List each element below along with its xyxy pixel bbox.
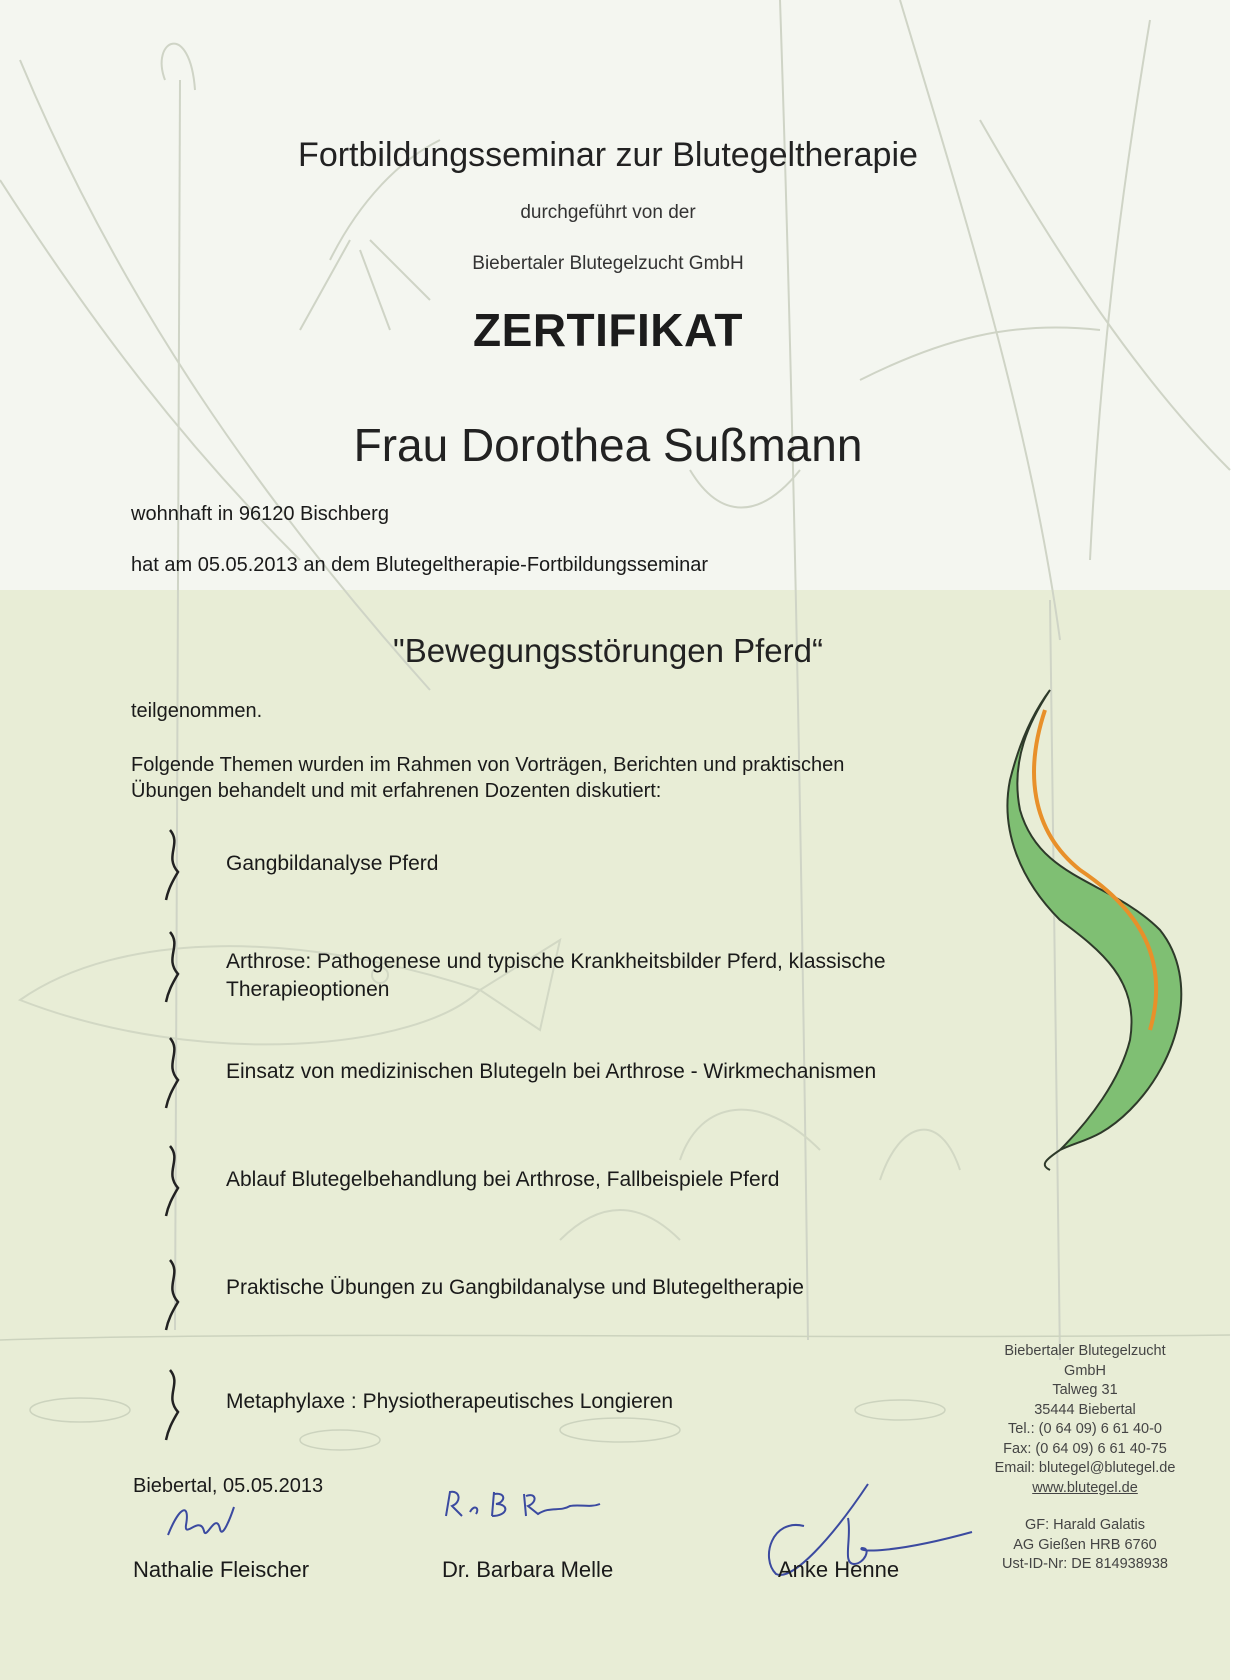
leech-bullet-icon: [160, 1366, 186, 1442]
seminar-name: "Bewegungsstörungen Pferd“: [393, 632, 823, 669]
company-fax: Fax: (0 64 09) 6 61 40-75: [1003, 1440, 1167, 1457]
signature-melle: [440, 1482, 610, 1526]
company-street: Talweg 31: [1052, 1382, 1118, 1398]
participation-statement: teilgenommen.: [131, 700, 263, 722]
company-vat-id: Ust-ID-Nr: DE 814938938: [1001, 1556, 1168, 1572]
recipient-name: Frau Dorothea Sußmann: [353, 419, 863, 471]
recipient-residence: wohnhaft in 96120 Bischberg: [131, 503, 389, 525]
topic-text: Gangbildanalyse Pferd: [226, 852, 439, 875]
company-contact-block: [970, 1342, 1200, 1575]
topic-text: Arthrose: Pathogenese und typische Krankheitsbilder Pferd, klassische Therapieoptionen: [226, 950, 886, 1001]
spacer: [970, 1498, 1200, 1516]
place-and-date: Biebertal, 05.05.2013: [133, 1475, 324, 1497]
topics-intro: Folgende Themen wurden im Rahmen von Vorträgen, Berichten und praktischen Übungen behandelt und mit erfahrenen Dozenten diskutiert:: [131, 754, 845, 802]
company-name: Biebertaler Blutegelzucht: [1004, 1343, 1166, 1359]
company-legal-form: GmbH: [1064, 1362, 1106, 1379]
signer-name: Dr. Barbara Melle: [442, 1557, 614, 1582]
attendance-statement: hat am 05.05.2013 an dem Blutegeltherapie-Fortbildungsseminar: [131, 554, 709, 576]
certificate-heading: ZERTIFIKAT: [473, 304, 743, 356]
company-email: Email: blutegel@blutegel.de: [994, 1460, 1176, 1476]
organizer-name: Biebertaler Blutegelzucht GmbH: [472, 253, 744, 274]
leech-bullet-icon: [160, 928, 186, 1004]
topic-text: Ablauf Blutegelbehandlung bei Arthrose, Fallbeispiele Pferd: [226, 1168, 780, 1191]
company-website-link[interactable]: www.blutegel.de: [1032, 1479, 1138, 1496]
leech-bullet-icon: [160, 1256, 186, 1332]
company-ceo: GF: Harald Galatis: [1024, 1517, 1146, 1533]
signature-fleischer: [160, 1495, 240, 1555]
company-register: AG Gießen HRB 6760: [1013, 1536, 1157, 1553]
conducted-by-text: durchgeführt von der: [520, 202, 696, 223]
company-phone: Tel.: (0 64 09) 6 61 40-0: [1008, 1421, 1162, 1437]
signer-name: Nathalie Fleischer: [133, 1557, 310, 1582]
topic-text: Praktische Übungen zu Gangbildanalyse und Blutegeltherapie: [226, 1276, 804, 1299]
leech-illustration: [1007, 690, 1181, 1170]
leech-bullet-icon: [160, 826, 186, 902]
topic-text: Metaphylaxe : Physiotherapeutisches Longieren: [226, 1390, 674, 1413]
signer-name: Anke Henne: [778, 1557, 900, 1582]
topic-text: Einsatz von medizinischen Blutegeln bei Arthrose - Wirkmechanismen: [226, 1060, 877, 1083]
leech-bullet-icon: [160, 1142, 186, 1218]
leech-bullet-icon: [160, 1034, 186, 1110]
certificate-title: Fortbildungsseminar zur Blutegeltherapie: [298, 136, 918, 174]
company-city: 35444 Biebertal: [1034, 1401, 1136, 1418]
